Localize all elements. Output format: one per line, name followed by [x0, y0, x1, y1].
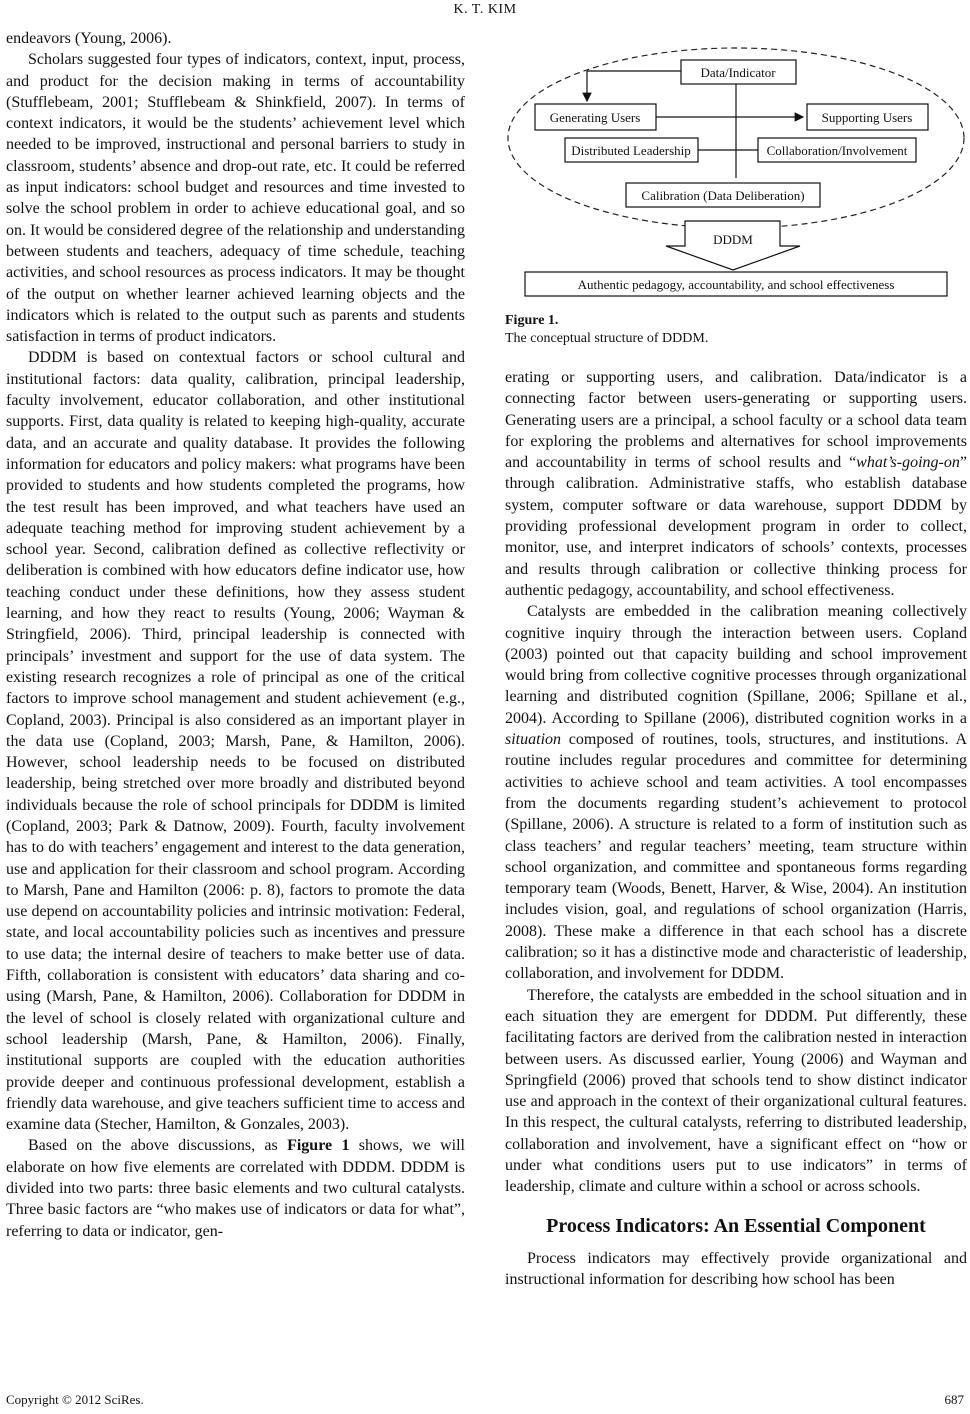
data-indicator-box — [681, 60, 796, 84]
outcome-label: Authentic pedagogy, accountability, and school effectiveness — [577, 277, 895, 292]
paragraph: Process indicators may effectively provide organizational and instructional information for describing how school has been — [505, 1249, 967, 1288]
figure-reference: Figure 1 — [287, 1137, 350, 1155]
outcome-box — [525, 272, 947, 296]
figure-caption-text: The conceptual structure of DDDM. — [505, 331, 709, 346]
data-indicator-label: Data/Indicator — [700, 65, 776, 80]
generating-users-label: Generating Users — [549, 110, 641, 125]
paragraph: endeavors (Young, 2006). — [6, 30, 172, 47]
italic-term: what’s-going-on — [856, 454, 960, 472]
generating-users-box — [535, 104, 656, 130]
italic-term: situation — [505, 731, 562, 749]
paragraph — [505, 367, 967, 601]
text-run: ” through calibration. Administrative staffs, who establish database system, computer software or data warehouse, support DDDM by providing professional development program in order to collect, monitor, use, and interpret indicators of schools’ contexts, processes and results through calibration or collective thinking process for authentic pedagogy, accountability, and school effectiveness. — [505, 454, 967, 599]
supporting-users-label: Supporting Users — [821, 110, 913, 125]
distributed-leadership-box — [565, 138, 698, 162]
text-run: shows, we will elaborate on how five elements are correlated with DDDM. DDDM is divided into two parts: three basic elements and two cultural catalysts. Three basic factors are “who makes use of indicators or data for what”, referring to data or indicator, gen- — [6, 1137, 466, 1240]
paragraph: Scholars suggested four types of indicators, context, input, process, and product for the decision making in terms of accountability (Stufflebeam, 2001; Stufflebeam & Shinkfield, 2007). In terms of context indicators, it would be the students’ achievement level which needed to be improved, instructional and personal barriers to study in classroom, students’ absence and drop-out rate, etc. It could be referred as input indicators: school budget and resources and time invested to solve the school problem in order to achieve educational goal, and so on. It would be considered degree of the relationship and understanding between students and teachers, adequacy of time schedule, teaching activities, and school resources as process indicators. It may be thought of the output on whether learner achieved learning objects and the indicators which is related to the output such as parents and students satisfaction in terms of product indicators. — [6, 51, 465, 346]
distributed-leadership-label: Distributed Leadership — [571, 143, 691, 158]
paragraph — [6, 1135, 465, 1241]
collaboration-involvement-box — [758, 138, 916, 162]
figure-caption — [505, 312, 967, 348]
figure-1-diagram — [505, 38, 967, 300]
left-column — [6, 28, 465, 1242]
section-heading: Process Indicators: An Essential Component — [546, 1214, 926, 1237]
paragraph: Therefore, the catalysts are embedded in the school situation and in each situation they are emergent for DDDM. Put differently, these facilitating factors are derived from the calibration nested in interaction between users. As discussed earlier, Young (2006) and Wayman and Springfield (2006) proved that schools tend to show distinct indicator use and approach in the context of their organizational cultural features. In this respect, the cultural catalysts, referring to distributed leadership, collaboration and involvement, have a significant effect on “how or under what conditions users put to use indicators” in terms of leadership, climate and culture within a school or across schools. — [505, 986, 967, 1196]
calibration-label: Calibration (Data Deliberation) — [641, 188, 805, 203]
calibration-box — [626, 183, 820, 207]
figure-caption-label: Figure 1. — [505, 313, 559, 328]
page-number: 687 — [944, 1392, 964, 1407]
collaboration-involvement-label: Collaboration/Involvement — [766, 143, 908, 158]
supporting-users-box — [807, 104, 928, 130]
right-column — [505, 367, 967, 1290]
dddm-arrow — [666, 221, 800, 270]
text-run: composed of routines, tools, structures, and institutions. A routine includes regular procedures and committee for determining activities to achieve school and team activities. A tool encompasses from the documents regarding student’s achievement to protocol (Spillane, 2006). A structure is related to a form of institution such as class teachers’ and regular teachers’ meeting, team structure within school organization, and committee and spontaneous forms regarding temporary team (Woods, Benett, Harver, & Wise, 2004). An institution includes vision, goal, and regulations of school organization (Harris, 2008). These make a difference in that each school has a discrete calibration; so it has a distinctive mode and characteristic of leadership, collaboration, and involvement for DDDM. — [505, 731, 967, 983]
copyright: Copyright © 2012 SciRes. — [6, 1392, 144, 1407]
paragraph — [505, 601, 967, 984]
text-run: Based on the above discussions, as — [28, 1137, 288, 1155]
running-head: K. T. KIM — [453, 2, 517, 17]
text-run: erating or supporting users, and calibration. Data/indicator is a connecting factor between users-generating or supporting users. Generating users are a principal, a school faculty or a school data team for exploring the problems and alternatives for school improvements and accountability in terms of school results and “ — [505, 369, 967, 472]
text-run: Catalysts are embedded in the calibration meaning collectively cognitive inquiry through the interaction between users. Copland (2003) pointed out that capacity building and school improvement would bring from collective cognitive processes through organizational learning and distributed cognition (Spillane, 2006; Spillane et al., 2004). According to Spillane (2006), distributed cognition works in a — [505, 603, 967, 727]
paragraph: DDDM is based on contextual factors or school cultural and institutional factors: data quality, calibration, principal leadership, faculty involvement, educator collaboration, and other institutional supports. First, data quality is related to keeping high-quality, accurate data, and an accurate and quality database. It provides the following information for educators and policy makers: what programs have been provided to students and how students completed the programs, how the test result has been improved, and what teachers have used an adequate teaching method for improving student achievement by a school year. Second, calibration defined as collective reflectivity or deliberation is combined with how educators define indicator use, how teaching conduct under these definitions, how they assess student learning, and how they react to results (Young, 2006; Wayman & Stringfield, 2006). Third, principal leadership is connected with principals’ investment and support for the use of data system. The existing research recognizes a role of principal as one of the critical factors to improve school management and student achievement (e.g., Copland, 2003). Principal is also considered as an important player in the data use (Copland, 2003; Marsh, Pane, & Hamilton, 2006). However, school leadership needs to be focused on distributed leadership, being stretched over more broadly and distributed beyond individuals because the role of school principals for DDDM is limited (Copland, 2003; Park & Datnow, 2009). Fourth, faculty involvement has to do with teachers’ engagement and interest to the data generation, use and application for their classroom and school program. According to Marsh, Pane and Hamilton (2006: p. 8), factors to promote the data use depend on accountability policies and intrinsic motivation: Federal, state, and local accountability policies such as incentives and pressure to use data; the internal desire of teachers to make better use of data. Fifth, collaboration is consistent with educators’ data sharing and co-using (Marsh, Pane, & Hamilton, 2006). Collaboration for DDDM in the level of school is closely related with organizational culture and school leadership (Marsh, Pane, & Hamilton, 2006). Finally, institutional supports are coupled with the education authorities provide deeper and continuous professional development, establish a friendly data warehouse, and give teachers sufficient time to access and examine data (Stecher, Hamilton, & Gonzales, 2003). — [6, 349, 465, 1134]
dddm-label: DDDM — [713, 232, 753, 247]
